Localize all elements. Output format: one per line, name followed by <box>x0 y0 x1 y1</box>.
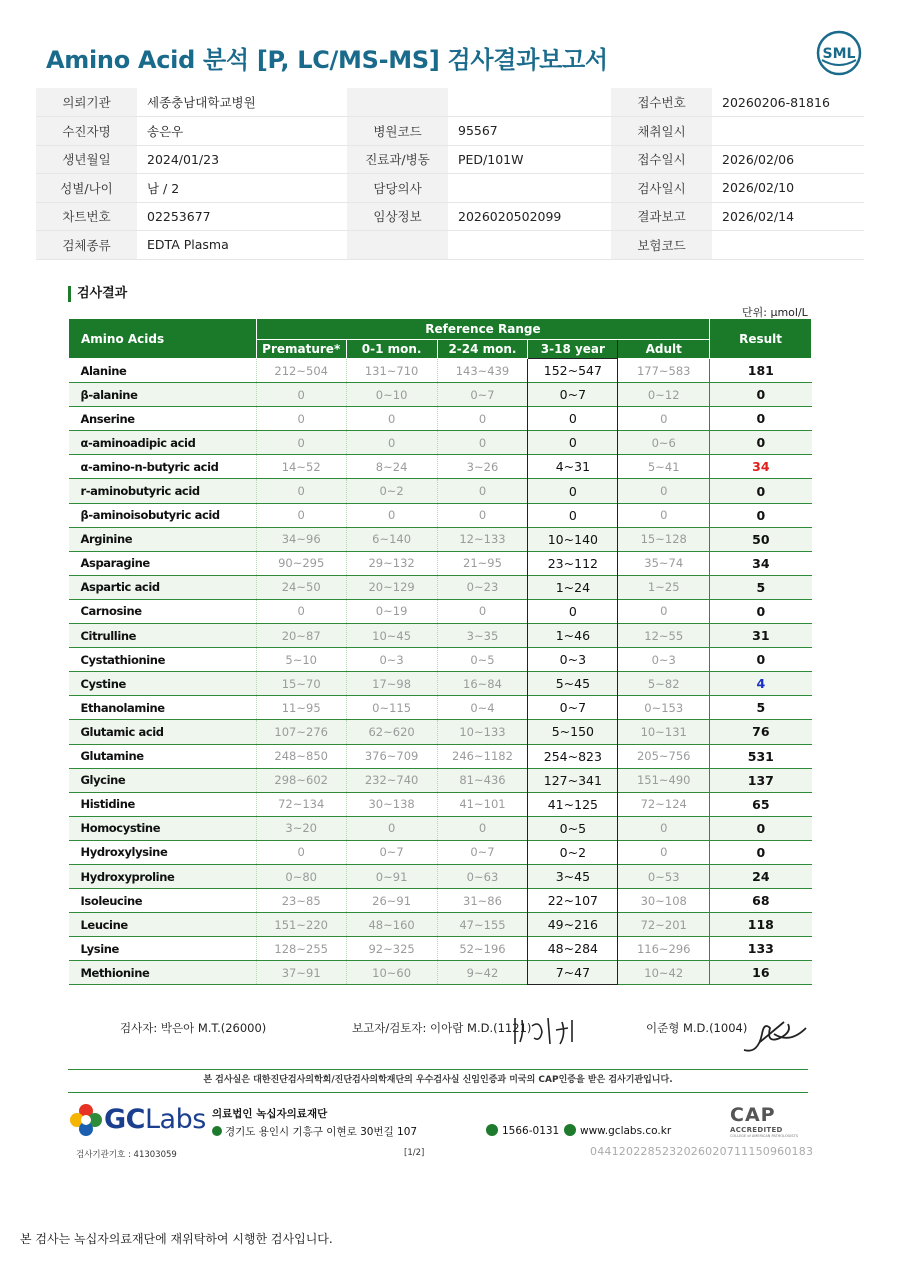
col-header-adult: Adult <box>618 340 710 359</box>
result-value: 0 <box>710 383 812 407</box>
amino-acid-name: β-alanine <box>80 387 138 402</box>
ref-3-18-year: 0 <box>528 599 618 623</box>
info-label: 생년월일 <box>36 145 137 174</box>
ref-0-1-mon: 0~115 <box>346 696 437 720</box>
ref-2-24-mon: 12~133 <box>437 527 528 551</box>
ref-2-24-mon: 0 <box>437 599 528 623</box>
ref-premature: 0~80 <box>256 864 346 888</box>
ref-premature: 248~850 <box>256 744 346 768</box>
sml-logo-text: SML <box>822 46 856 62</box>
gc-labs-logo-text <box>104 1104 206 1135</box>
website <box>564 1124 671 1137</box>
amino-acid-name: Aspartic acid <box>80 580 160 595</box>
ref-0-1-mon: 17~98 <box>346 672 437 696</box>
ref-3-18-year: 0~7 <box>528 383 618 407</box>
ref-2-24-mon: 0~7 <box>437 383 528 407</box>
table-row <box>69 864 812 888</box>
ref-2-24-mon: 3~35 <box>437 624 528 648</box>
ref-adult: 30~108 <box>618 889 710 913</box>
ref-0-1-mon: 20~129 <box>346 575 437 599</box>
ref-3-18-year: 254~823 <box>528 744 618 768</box>
ref-0-1-mon: 0~10 <box>346 383 437 407</box>
info-value <box>448 174 611 203</box>
ref-premature: 0 <box>256 479 346 503</box>
amino-acid-name: Leucine <box>80 917 128 932</box>
amino-acid-name: α-amino-n-butyric acid <box>80 459 219 474</box>
ref-0-1-mon: 26~91 <box>346 889 437 913</box>
ref-adult: 0 <box>618 407 710 431</box>
institution-number: 검사기관기호 : 41303059 <box>76 1150 177 1160</box>
cap-accredited-logo <box>730 1104 810 1138</box>
reporter-signature-mark <box>510 1012 580 1048</box>
table-row <box>69 672 812 696</box>
table-row <box>69 816 812 840</box>
ref-premature: 23~85 <box>256 889 346 913</box>
table-row <box>69 720 812 744</box>
info-label <box>347 88 448 117</box>
ref-2-24-mon: 47~155 <box>437 913 528 937</box>
ref-0-1-mon: 0~2 <box>346 479 437 503</box>
result-value: 137 <box>710 768 812 792</box>
ref-adult: 5~82 <box>618 672 710 696</box>
info-label: 의뢰기관 <box>36 88 137 117</box>
cap-accredited-text: ACCREDITED <box>730 1126 783 1134</box>
amino-acid-name: Carnosine <box>80 604 142 619</box>
ref-adult: 151~490 <box>618 768 710 792</box>
ref-3-18-year: 0~3 <box>528 648 618 672</box>
ref-adult: 116~296 <box>618 937 710 961</box>
table-row <box>69 455 812 479</box>
table-row <box>69 840 812 864</box>
table-row <box>69 383 812 407</box>
amino-acid-name: Lysine <box>80 941 119 956</box>
result-value: 31 <box>710 624 812 648</box>
ref-2-24-mon: 0 <box>437 503 528 527</box>
info-value: 2026/02/14 <box>712 202 864 231</box>
gc-labs-brand-gc: GC <box>104 1104 145 1135</box>
info-value: 2026/02/06 <box>712 145 864 174</box>
table-row <box>69 431 812 455</box>
ref-3-18-year: 0 <box>528 503 618 527</box>
ref-adult: 10~42 <box>618 961 710 985</box>
result-value: 0 <box>710 816 812 840</box>
info-label: 성별/나이 <box>36 174 137 203</box>
info-label: 결과보고 <box>611 202 712 231</box>
ref-adult: 1~25 <box>618 575 710 599</box>
ref-3-18-year: 7~47 <box>528 961 618 985</box>
info-row <box>36 231 864 260</box>
ref-2-24-mon: 0~63 <box>437 864 528 888</box>
ref-2-24-mon: 9~42 <box>437 961 528 985</box>
ref-adult: 0~12 <box>618 383 710 407</box>
ref-2-24-mon: 143~439 <box>437 359 528 383</box>
info-value: 2026/02/10 <box>712 174 864 203</box>
ref-premature: 3~20 <box>256 816 346 840</box>
ref-3-18-year: 0 <box>528 431 618 455</box>
ref-2-24-mon: 3~26 <box>437 455 528 479</box>
table-row <box>69 359 812 383</box>
table-row <box>69 792 812 816</box>
ref-3-18-year: 48~284 <box>528 937 618 961</box>
ref-0-1-mon: 10~60 <box>346 961 437 985</box>
info-value <box>448 231 611 260</box>
col-header-premature: Premature* <box>256 340 346 359</box>
result-value: 0 <box>710 840 812 864</box>
ref-adult: 0 <box>618 599 710 623</box>
ref-0-1-mon: 6~140 <box>346 527 437 551</box>
table-row <box>69 503 812 527</box>
table-row <box>69 744 812 768</box>
info-row <box>36 145 864 174</box>
ref-adult: 0 <box>618 840 710 864</box>
table-row <box>69 961 812 985</box>
amino-acid-table <box>68 318 812 985</box>
table-row <box>69 527 812 551</box>
ref-adult: 72~124 <box>618 792 710 816</box>
ref-adult: 0 <box>618 816 710 840</box>
website-text: www.gclabs.co.kr <box>580 1125 672 1137</box>
tester-signature-label: 검사자: 박은아 M.T.(26000) <box>120 1021 267 1035</box>
ref-adult: 12~55 <box>618 624 710 648</box>
amino-acid-name: Glutamic acid <box>80 724 164 739</box>
ref-adult: 177~583 <box>618 359 710 383</box>
info-value: 20260206-81816 <box>712 88 864 117</box>
ref-adult: 35~74 <box>618 551 710 575</box>
ref-2-24-mon: 81~436 <box>437 768 528 792</box>
ref-0-1-mon: 0 <box>346 407 437 431</box>
ref-premature: 212~504 <box>256 359 346 383</box>
ref-adult: 10~131 <box>618 720 710 744</box>
ref-0-1-mon: 62~620 <box>346 720 437 744</box>
result-value: 5 <box>710 575 812 599</box>
ref-premature: 0 <box>256 407 346 431</box>
ref-0-1-mon: 0 <box>346 503 437 527</box>
ref-adult: 0~6 <box>618 431 710 455</box>
ref-premature: 0 <box>256 840 346 864</box>
table-row <box>69 575 812 599</box>
ref-premature: 0 <box>256 431 346 455</box>
result-value: 65 <box>710 792 812 816</box>
location-pin-icon <box>212 1126 222 1136</box>
ref-2-24-mon: 0~23 <box>437 575 528 599</box>
ref-premature: 5~10 <box>256 648 346 672</box>
ref-premature: 37~91 <box>256 961 346 985</box>
table-row <box>69 407 812 431</box>
info-label: 접수번호 <box>611 88 712 117</box>
home-icon <box>564 1124 576 1136</box>
ref-0-1-mon: 0 <box>346 816 437 840</box>
amino-acid-name: α-aminoadipic acid <box>80 435 196 450</box>
ref-3-18-year: 0 <box>528 479 618 503</box>
amino-acid-name: Cystine <box>80 676 126 691</box>
ref-2-24-mon: 10~133 <box>437 720 528 744</box>
ref-2-24-mon: 0~5 <box>437 648 528 672</box>
ref-2-24-mon: 0 <box>437 479 528 503</box>
info-label: 보험코드 <box>611 231 712 260</box>
col-header-reference-range: Reference Range <box>256 319 709 340</box>
ref-3-18-year: 4~31 <box>528 455 618 479</box>
ref-adult: 0~53 <box>618 864 710 888</box>
info-row <box>36 174 864 203</box>
amino-acid-name: Glycine <box>80 773 126 788</box>
result-value: 4 <box>710 672 812 696</box>
info-value: EDTA Plasma <box>137 231 347 260</box>
result-value: 0 <box>710 479 812 503</box>
ref-premature: 0 <box>256 599 346 623</box>
result-value: 181 <box>710 359 812 383</box>
info-value: 남 / 2 <box>137 174 347 203</box>
result-value: 5 <box>710 696 812 720</box>
section-title: 검사결과 <box>68 286 127 302</box>
info-value: 세종충남대학교병원 <box>137 88 347 117</box>
amino-acid-name: Homocystine <box>80 821 161 836</box>
ref-premature: 11~95 <box>256 696 346 720</box>
result-value: 0 <box>710 599 812 623</box>
result-value: 34 <box>710 455 812 479</box>
info-label: 검사일시 <box>611 174 712 203</box>
ref-0-1-mon: 376~709 <box>346 744 437 768</box>
result-value: 68 <box>710 889 812 913</box>
ref-0-1-mon: 0~3 <box>346 648 437 672</box>
ref-2-24-mon: 0 <box>437 431 528 455</box>
ref-adult: 5~41 <box>618 455 710 479</box>
amino-acid-name: Cystathionine <box>80 652 165 667</box>
ref-adult: 72~201 <box>618 913 710 937</box>
result-value: 34 <box>710 551 812 575</box>
ref-3-18-year: 41~125 <box>528 792 618 816</box>
ref-3-18-year: 0~2 <box>528 840 618 864</box>
info-value <box>712 117 864 146</box>
info-value: PED/101W <box>448 145 611 174</box>
gc-labs-brand-labs: Labs <box>144 1104 206 1135</box>
info-label: 검체종류 <box>36 231 137 260</box>
ref-3-18-year: 0~7 <box>528 696 618 720</box>
ref-0-1-mon: 30~138 <box>346 792 437 816</box>
ref-premature: 0 <box>256 503 346 527</box>
result-value: 24 <box>710 864 812 888</box>
ref-0-1-mon: 131~710 <box>346 359 437 383</box>
amino-acid-name: Histidine <box>80 797 135 812</box>
col-header-3-18-year: 3-18 year <box>528 340 618 359</box>
ref-3-18-year: 23~112 <box>528 551 618 575</box>
page-number: [1/2] <box>404 1148 425 1158</box>
result-value: 50 <box>710 527 812 551</box>
footnote: 본 검사는 녹십자의료재단에 재위탁하여 시행한 검사입니다. <box>20 1232 333 1246</box>
foundation-name: 의료법인 녹십자의료재단 <box>212 1108 328 1120</box>
cap-text: CAP <box>730 1104 776 1126</box>
ref-2-24-mon: 0~4 <box>437 696 528 720</box>
ref-3-18-year: 5~150 <box>528 720 618 744</box>
info-row <box>36 88 864 117</box>
info-value <box>712 231 864 260</box>
ref-0-1-mon: 48~160 <box>346 913 437 937</box>
address <box>212 1124 417 1139</box>
ref-2-24-mon: 21~95 <box>437 551 528 575</box>
ref-2-24-mon: 246~1182 <box>437 744 528 768</box>
unit-label: 단위: μmol/L <box>742 306 808 319</box>
amino-acid-name: Asparagine <box>80 556 150 571</box>
ref-0-1-mon: 0~91 <box>346 864 437 888</box>
ref-2-24-mon: 0 <box>437 407 528 431</box>
result-value: 0 <box>710 431 812 455</box>
result-value: 0 <box>710 407 812 431</box>
amino-acid-name: Anserine <box>80 411 135 426</box>
ref-3-18-year: 0 <box>528 407 618 431</box>
info-row <box>36 202 864 231</box>
ref-0-1-mon: 92~325 <box>346 937 437 961</box>
ref-3-18-year: 152~547 <box>528 359 618 383</box>
amino-acid-name: Methionine <box>80 965 150 980</box>
amino-acid-name: Isoleucine <box>80 893 143 908</box>
ref-2-24-mon: 52~196 <box>437 937 528 961</box>
ref-2-24-mon: 0 <box>437 816 528 840</box>
ref-premature: 151~220 <box>256 913 346 937</box>
address-text: 경기도 용인시 기흥구 이현로 30번길 107 <box>225 1126 418 1138</box>
table-row <box>69 768 812 792</box>
info-value: 95567 <box>448 117 611 146</box>
ref-premature: 0 <box>256 383 346 407</box>
col-header-result: Result <box>710 319 812 359</box>
col-header-2-24-mon: 2-24 mon. <box>437 340 528 359</box>
sml-logo <box>816 30 862 76</box>
ref-0-1-mon: 0 <box>346 431 437 455</box>
info-label: 수진자명 <box>36 117 137 146</box>
ref-3-18-year: 1~24 <box>528 575 618 599</box>
ref-adult: 0 <box>618 479 710 503</box>
ref-premature: 24~50 <box>256 575 346 599</box>
info-label: 진료과/병동 <box>347 145 448 174</box>
info-value: 2026020502099 <box>448 202 611 231</box>
ref-0-1-mon: 0~7 <box>346 840 437 864</box>
amino-acid-name: Glutamine <box>80 749 144 764</box>
ref-premature: 72~134 <box>256 792 346 816</box>
certification-notice: 본 검사실은 대한진단검사의학회/진단검사의학재단의 우수검사실 신임인증과 미국의 CAP인증을 받은 검사기관입니다. <box>68 1069 808 1093</box>
ref-3-18-year: 5~45 <box>528 672 618 696</box>
ref-adult: 0~153 <box>618 696 710 720</box>
gc-labs-cross-icon <box>68 1102 104 1138</box>
ref-0-1-mon: 10~45 <box>346 624 437 648</box>
amino-acid-name: Arginine <box>80 532 133 547</box>
ref-3-18-year: 22~107 <box>528 889 618 913</box>
ref-premature: 90~295 <box>256 551 346 575</box>
info-label: 차트번호 <box>36 202 137 231</box>
ref-3-18-year: 127~341 <box>528 768 618 792</box>
ref-3-18-year: 3~45 <box>528 864 618 888</box>
ref-adult: 15~128 <box>618 527 710 551</box>
ref-2-24-mon: 31~86 <box>437 889 528 913</box>
result-value: 133 <box>710 937 812 961</box>
amino-acid-name: Hydroxyproline <box>80 869 175 884</box>
phone-icon <box>486 1124 498 1136</box>
ref-0-1-mon: 29~132 <box>346 551 437 575</box>
ref-2-24-mon: 16~84 <box>437 672 528 696</box>
ref-3-18-year: 49~216 <box>528 913 618 937</box>
result-value: 16 <box>710 961 812 985</box>
table-row <box>69 599 812 623</box>
info-label: 채취일시 <box>611 117 712 146</box>
barcode-number: 0441202285232026020711150960183 <box>590 1145 814 1158</box>
ref-premature: 14~52 <box>256 455 346 479</box>
ref-premature: 298~602 <box>256 768 346 792</box>
result-value: 0 <box>710 503 812 527</box>
ref-2-24-mon: 41~101 <box>437 792 528 816</box>
table-row <box>69 624 812 648</box>
table-row <box>69 937 812 961</box>
amino-acid-name: Citrulline <box>80 628 137 643</box>
ref-3-18-year: 0~5 <box>528 816 618 840</box>
info-label: 접수일시 <box>611 145 712 174</box>
ref-adult: 0 <box>618 503 710 527</box>
table-row <box>69 479 812 503</box>
amino-acid-name: Alanine <box>80 363 127 378</box>
ref-premature: 20~87 <box>256 624 346 648</box>
info-value: 2024/01/23 <box>137 145 347 174</box>
cap-college-text: COLLEGE of AMERICAN PATHOLOGISTS <box>730 1134 798 1138</box>
info-label: 임상정보 <box>347 202 448 231</box>
doctor-signature-mark <box>740 1014 810 1058</box>
report-title: Amino Acid 분석 [P, LC/MS-MS] 검사결과보고서 <box>46 46 608 74</box>
col-header-amino-acids: Amino Acids <box>69 319 257 359</box>
ref-0-1-mon: 8~24 <box>346 455 437 479</box>
result-value: 531 <box>710 744 812 768</box>
ref-adult: 205~756 <box>618 744 710 768</box>
result-value: 118 <box>710 913 812 937</box>
amino-acid-name: β-aminoisobutyric acid <box>80 508 220 523</box>
info-label: 담당의사 <box>347 174 448 203</box>
ref-premature: 128~255 <box>256 937 346 961</box>
info-value: 02253677 <box>137 202 347 231</box>
table-row <box>69 551 812 575</box>
ref-adult: 0~3 <box>618 648 710 672</box>
result-value: 76 <box>710 720 812 744</box>
table-row <box>69 913 812 937</box>
patient-info-table <box>36 88 864 260</box>
col-header-0-1-mon: 0-1 mon. <box>346 340 437 359</box>
phone-text: 1566-0131 <box>502 1125 560 1137</box>
ref-0-1-mon: 0~19 <box>346 599 437 623</box>
ref-premature: 107~276 <box>256 720 346 744</box>
amino-acid-name: Hydroxylysine <box>80 845 168 860</box>
ref-3-18-year: 10~140 <box>528 527 618 551</box>
table-row <box>69 889 812 913</box>
reporter-signature-label: 보고자/검토자: 이아람 M.D.(1121) <box>352 1021 532 1035</box>
amino-acid-name: Ethanolamine <box>80 700 165 715</box>
ref-0-1-mon: 232~740 <box>346 768 437 792</box>
info-label <box>347 231 448 260</box>
info-row <box>36 117 864 146</box>
amino-acid-name: r-aminobutyric acid <box>80 484 200 499</box>
ref-premature: 15~70 <box>256 672 346 696</box>
ref-3-18-year: 1~46 <box>528 624 618 648</box>
result-value: 0 <box>710 648 812 672</box>
info-value <box>448 88 611 117</box>
phone <box>486 1124 559 1137</box>
ref-2-24-mon: 0~7 <box>437 840 528 864</box>
ref-premature: 34~96 <box>256 527 346 551</box>
doctor-signature-label: 이준형 M.D.(1004) <box>646 1021 748 1035</box>
info-value: 송은우 <box>137 117 347 146</box>
info-label: 병원코드 <box>347 117 448 146</box>
table-row <box>69 696 812 720</box>
table-row <box>69 648 812 672</box>
